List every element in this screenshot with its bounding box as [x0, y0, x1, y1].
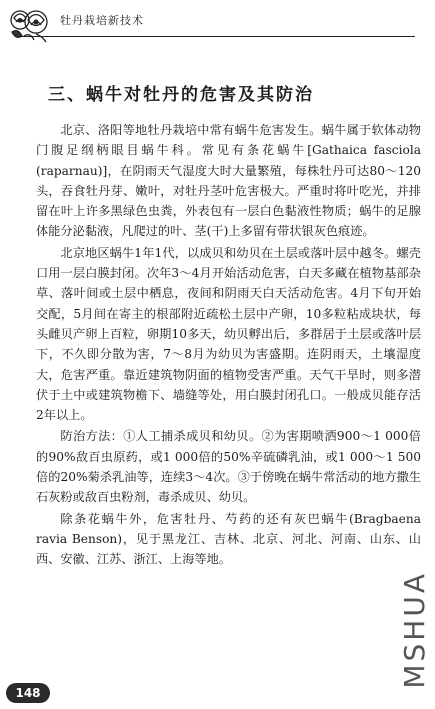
- section-title: 三、蜗牛对牡丹的危害及其防治: [48, 85, 314, 105]
- header-divider: [20, 36, 415, 37]
- watermark: MSHUA: [398, 571, 431, 689]
- running-header-title: 牡丹栽培新技术: [60, 14, 144, 27]
- paragraph-4: 除条花蜗牛外，危害牡丹、芍药的还有灰巴蜗牛(Bragbaena ravia Benson)，见于黑龙江、吉林、北京、河北、河南、山东、山西、安徽、江苏、浙江、上海等地。: [36, 511, 421, 567]
- body-text: [36, 120, 421, 571]
- page-header: [0, 0, 435, 48]
- paragraph-2: 北京地区蜗牛1年1代，以成贝和幼贝在土层或落叶层中越冬。螺壳口用一层白膜封闭。次年3～4月开始活动危害，白天多藏在植物基部杂草、落叶间或土层中栖息，夜间和阴雨天白天活动危害。4月下旬开始交配，5月间在寄主的根部附近疏松土层中产卵，10多粒粘成块状，每头雌贝产卵上百粒，卵期10多天，幼贝孵出后，多群居于土层或落叶层下，不久即分散为害，7～8月为幼贝为害盛期。连阴雨天，土壤湿度大，危害严重。靠近建筑物阴面的植物受害严重。天气干旱时，则多潜伏于土中或建筑物檐下、墙缝等处，用白膜封闭孔口。一般成贝能存活2年以上。: [36, 245, 421, 423]
- page-number: 148: [6, 683, 50, 703]
- peony-flower-icon: [6, 6, 52, 46]
- paragraph-1: 北京、洛阳等地牡丹栽培中常有蜗牛危害发生。蜗牛属于软体动物门腹足纲柄眼目蜗牛科。常见有条花蜗牛[Gathaica fasciola (raparnau)]，在阴雨天气湿度大时大量繁殖，每株牡丹可达80～120头，吞食牡丹芽、嫩叶，对牡丹茎叶危害极大。严重时将叶吃光，并排留在叶上许多黑绿色虫粪，外表包有一层白色黏液性物质；蜗牛的足腺体能分泌黏液，凡爬过的叶、茎(干)上多留有带状银灰色痕迹。: [36, 123, 421, 239]
- paragraph-3: 防治方法：①人工捕杀成贝和幼贝。②为害期喷洒900～1 000倍的90%敌百虫原药，或1 000倍的50%辛硫磷乳油，或1 000～1 500倍的20%菊杀乳油等，连续3～4次。③于傍晚在蜗牛常活动的地方撒生石灰粉或敌百虫粉剂，毒杀成贝、幼贝。: [36, 429, 421, 505]
